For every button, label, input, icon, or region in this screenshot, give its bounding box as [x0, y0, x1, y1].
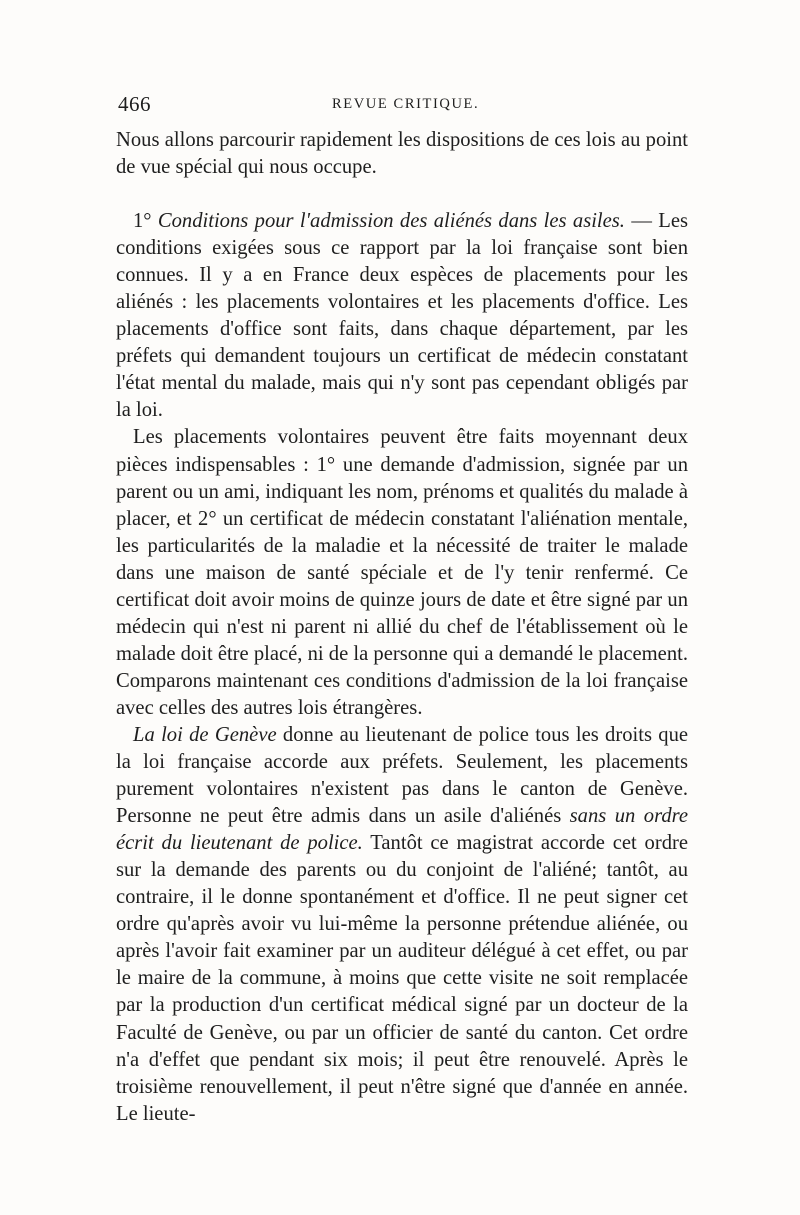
page-number: 466	[118, 92, 151, 116]
geneve-italic-phrase: sans un ordre écrit du lieutenant de police.	[116, 805, 689, 855]
paragraph-conditions	[116, 208, 688, 424]
paragraph-conditions-text: — Les conditions exigées sous ce rapport par la loi française sont bien connues. Il y a en France deux espèces de placements pour les aliénés : les placements volontaires et les placements d'office. Les placements d'office sont faits, dans chaque département, par les préfets qui demandent toujours un certificat de médecin constatant l'état mental du malade, mais qui n'y sont pas cependant obligés par la loi.	[116, 210, 689, 422]
running-head: REVUE CRITIQUE.	[332, 96, 480, 112]
geneve-text-a: donne au lieutenant de police tous les droits que la loi française accorde aux préfets. Seulement, les placements purement volontaires n'existent pas dans le canton de Genève. Personne ne peut être admis dans un asile d'aliénés	[116, 723, 689, 828]
geneve-text-b: Tantôt ce magistrat accorde cet ordre sur la demande des parents ou du conjoint de l'aliéné; tantôt, au contraire, il le donne spontanément et d'office. Il ne peut signer cet ordre qu'après avoir vu lui-même la personne prétendue aliénée, ou après l'avoir fait examiner par un auditeur délégué à cet effet, ou par le maire de la commune, à moins que cette visite ne soit remplacée par la production d'un certificat médical signé par un docteur de la Faculté de Genève, ou par un officier de santé du canton. Cet ordre n'a d'effet que pendant six mois; il peut être renouvelé. Après le troisième renouvellement, il peut n'être signé que d'année en année. Le lieute-	[116, 832, 689, 1125]
geneve-heading: La loi de Genève	[133, 723, 277, 746]
section-heading: Conditions pour l'admission des aliénés dans les asiles.	[157, 210, 625, 233]
body-text	[116, 127, 688, 1128]
paragraph-loi-geneve	[116, 722, 688, 1128]
page-header	[118, 92, 688, 122]
section-number: 1°	[133, 210, 158, 233]
paragraph-placements-volontaires: Les placements volontaires peuvent être faits moyennant deux pièces indispensables : 1° une demande d'admission, signée par un parent ou un ami, indiquant les nom, prénoms et qualités du malade à placer, et 2° un certificat de médecin constatant l'aliénation mentale, les particularités de la maladie et la nécessité de traiter le malade dans une maison de santé spéciale et de l'y tenir renfermé. Ce certificat doit avoir moins de quinze jours de date et être signé par un médecin qui n'est ni parent ni allié du chef de l'établissement où le malade doit être placé, ni de la personne qui a demandé le placement. Comparons maintenant ces conditions d'admission de la loi française avec celles des autres lois étrangères.	[116, 426, 688, 719]
paragraph-intro: Nous allons parcourir rapidement les dispositions de ces lois au point de vue spécial qui nous occupe.	[116, 129, 688, 179]
